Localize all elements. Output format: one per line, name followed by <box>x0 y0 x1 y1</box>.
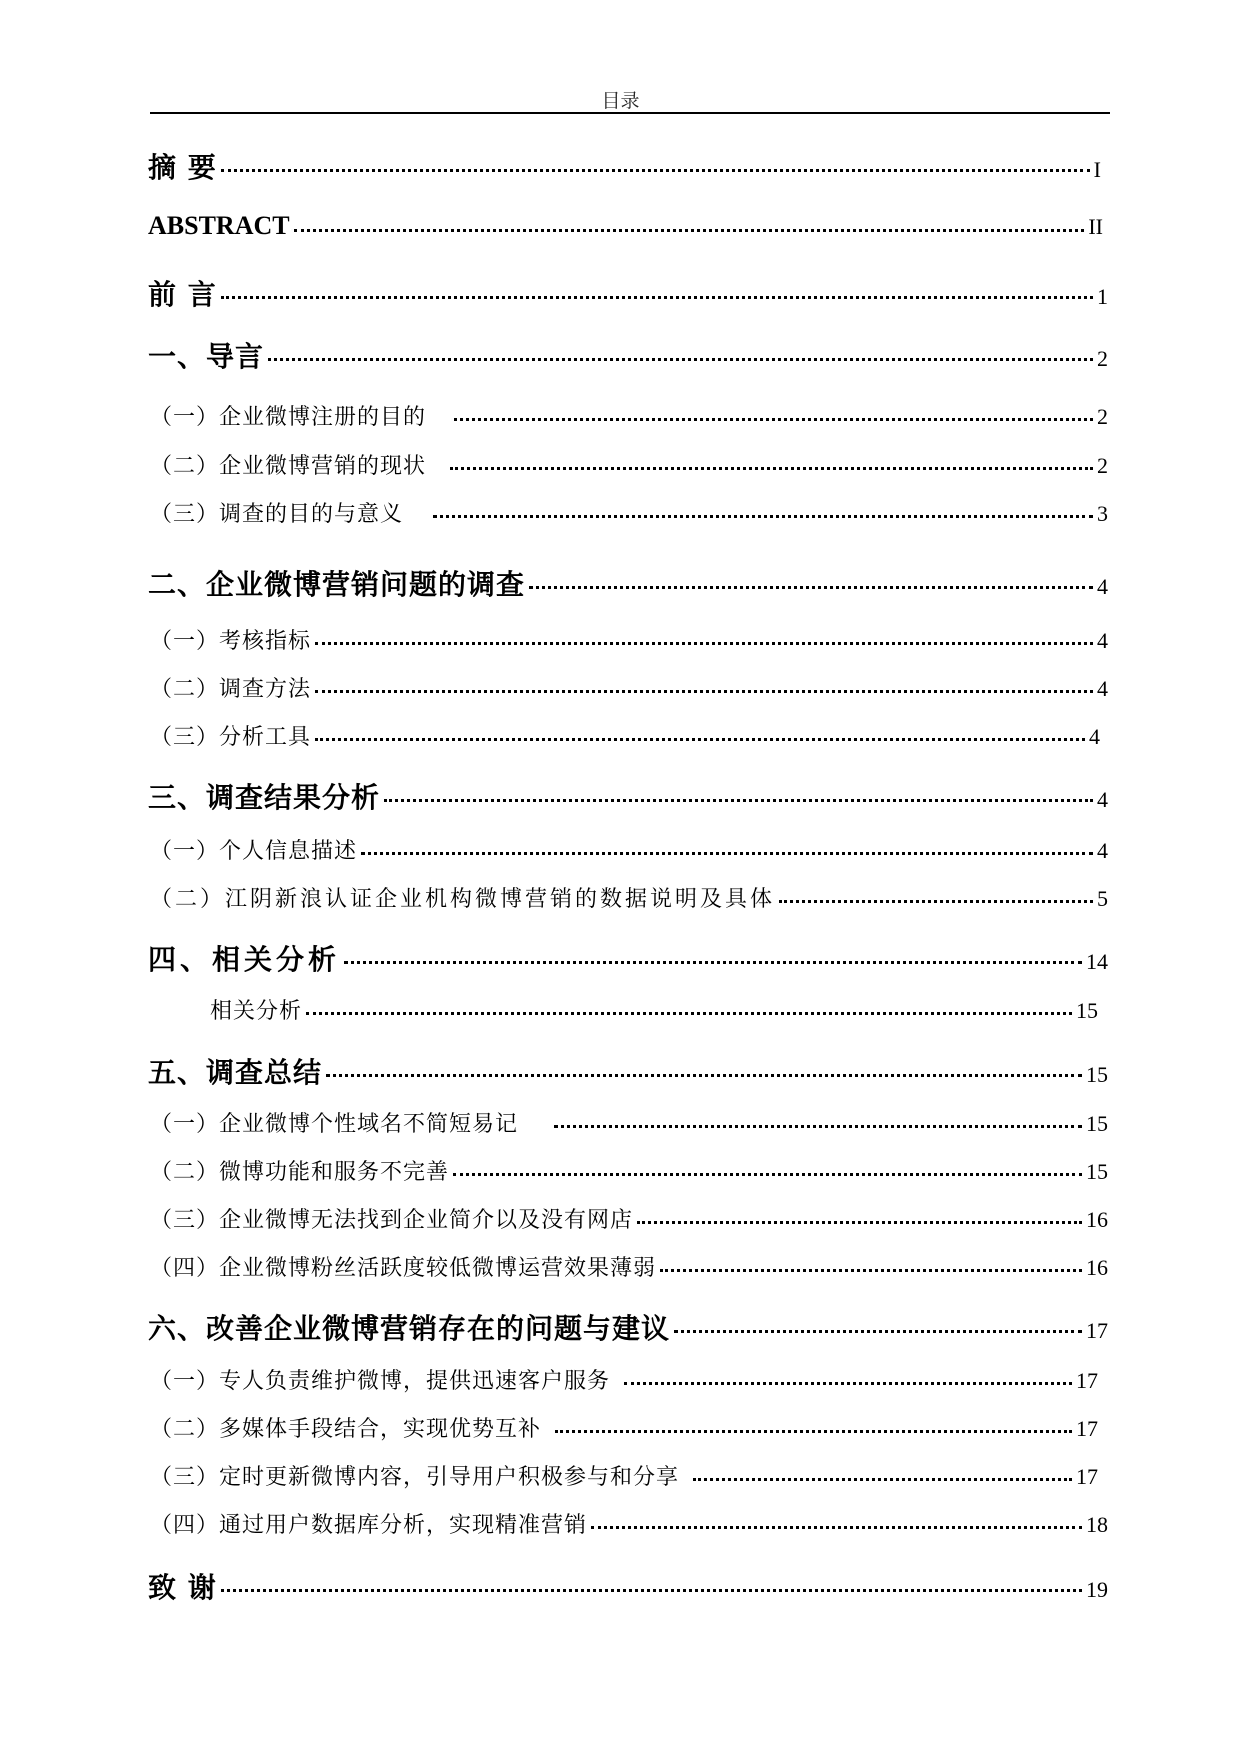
toc-entry-label: （二）企业微博营销的现状 <box>150 454 427 479</box>
toc-entry[interactable] <box>0 1155 1108 1186</box>
toc-entry-label: 摘 要 <box>148 151 217 184</box>
toc-entry-page: 17 <box>1076 1416 1098 1441</box>
toc-entry[interactable] <box>0 146 1101 186</box>
toc-entry-page: 2 <box>1097 346 1108 371</box>
toc-entry-label: ABSTRACT <box>148 211 290 240</box>
toc-entry-page: 4 <box>1097 628 1108 653</box>
toc-entry[interactable] <box>0 994 1098 1025</box>
toc-entry-page: 4 <box>1089 724 1100 749</box>
toc-entry[interactable] <box>0 1203 1108 1234</box>
toc-leader-dots <box>221 1589 1082 1592</box>
toc-leader-dots <box>555 1430 1072 1433</box>
toc-entry-label: 二、企业微博营销问题的调查 <box>148 568 526 601</box>
toc-entry-label: 一、导言 <box>148 340 265 373</box>
toc-entry[interactable] <box>0 1051 1108 1091</box>
toc-leader-dots <box>591 1526 1082 1529</box>
toc-entry-label: （一）企业微博注册的目的 <box>150 405 427 430</box>
toc-entry-label: 相关分析 <box>210 999 303 1024</box>
toc-entry-label: （三）调查的目的与意义 <box>150 502 404 527</box>
toc-entry-page: 14 <box>1086 949 1108 974</box>
toc-entry-label: （二）微博功能和服务不完善 <box>150 1160 450 1185</box>
toc-entry-page: 15 <box>1076 998 1098 1023</box>
toc-leader-dots <box>221 169 1090 172</box>
toc-entry-label: （二）多媒体手段结合，实现优势互补 <box>150 1417 542 1442</box>
toc-entry-page: 4 <box>1097 676 1108 701</box>
toc-entry[interactable] <box>0 1566 1108 1606</box>
toc-leader-dots <box>315 738 1085 741</box>
toc-entry-label: 四、相关分析 <box>148 943 341 976</box>
toc-entry-page: 17 <box>1076 1368 1098 1393</box>
toc-leader-dots <box>344 961 1082 964</box>
toc-leader-dots <box>315 642 1093 645</box>
toc-entry-label: （一）企业微博个性域名不简短易记 <box>150 1112 519 1137</box>
toc-entry[interactable] <box>0 776 1108 816</box>
toc-entry-page: 4 <box>1097 787 1108 812</box>
toc-entry-label: 五、调查总结 <box>148 1056 323 1089</box>
toc-leader-dots <box>268 358 1093 361</box>
toc-leader-dots <box>221 296 1093 299</box>
toc-entry[interactable] <box>0 1508 1108 1539</box>
toc-entry-page: 15 <box>1086 1159 1108 1184</box>
toc-leader-dots <box>433 515 1093 518</box>
toc-entry-label: （一）考核指标 <box>150 629 312 654</box>
toc-leader-dots <box>554 1125 1082 1128</box>
toc-entry-page: 2 <box>1097 404 1108 429</box>
toc-entry-page: 15 <box>1086 1062 1108 1087</box>
toc-leader-dots <box>660 1269 1082 1272</box>
toc-entry[interactable] <box>0 1107 1108 1138</box>
toc-entry[interactable] <box>0 563 1108 603</box>
toc-leader-dots <box>529 586 1093 589</box>
toc-entry-label: 前 言 <box>148 278 217 311</box>
toc-entry[interactable] <box>0 211 1103 241</box>
toc-leader-dots <box>361 852 1093 855</box>
toc-entry-page: 16 <box>1086 1255 1108 1280</box>
toc-entry-page: 4 <box>1097 838 1108 863</box>
toc-entry[interactable] <box>0 1251 1108 1282</box>
toc-entry-page: 17 <box>1086 1318 1108 1343</box>
toc-entry[interactable] <box>0 273 1108 313</box>
toc-entry-page: 17 <box>1076 1464 1098 1489</box>
toc-leader-dots <box>693 1478 1072 1481</box>
toc-entry[interactable] <box>0 335 1108 375</box>
toc-entry[interactable] <box>0 720 1100 751</box>
toc-entry-label: 六、改善企业微博营销存在的问题与建议 <box>148 1312 671 1345</box>
toc-entry-label: （四）企业微博粉丝活跃度较低微博运营效果薄弱 <box>150 1256 657 1281</box>
toc-entry-page: 2 <box>1097 453 1108 478</box>
toc-leader-dots <box>779 900 1093 903</box>
toc-leader-dots <box>453 1173 1082 1176</box>
toc-entry-label: （三）企业微博无法找到企业简介以及没有网店 <box>150 1208 634 1233</box>
toc-entry-label: （一）专人负责维护微博，提供迅速客户服务 <box>150 1369 611 1394</box>
toc-leader-dots <box>315 690 1093 693</box>
toc-leader-dots <box>294 229 1085 232</box>
toc-leader-dots <box>674 1330 1082 1333</box>
toc-entry[interactable] <box>0 1307 1108 1347</box>
toc-entry-page: II <box>1088 214 1103 239</box>
toc-leader-dots <box>384 799 1093 802</box>
toc-leader-dots <box>454 418 1093 421</box>
toc-entry[interactable] <box>0 938 1108 978</box>
toc-entry-page: 18 <box>1086 1512 1108 1537</box>
toc-leader-dots <box>637 1221 1082 1224</box>
toc-entry[interactable] <box>0 834 1108 865</box>
toc-entry[interactable] <box>0 1412 1098 1443</box>
toc-entry[interactable] <box>0 449 1108 480</box>
toc-entry[interactable] <box>0 400 1108 431</box>
toc-entry-label: （二）调查方法 <box>150 677 312 702</box>
toc-entry-page: I <box>1093 157 1101 182</box>
toc-entry[interactable] <box>0 882 1108 913</box>
toc-entry-label: 三、调查结果分析 <box>148 781 381 814</box>
toc-entry-page: 15 <box>1086 1111 1108 1136</box>
toc-entry-label: 致 谢 <box>148 1571 217 1604</box>
toc-leader-dots <box>326 1074 1082 1077</box>
toc-entry[interactable] <box>0 1364 1098 1395</box>
toc-entry-page: 1 <box>1097 284 1108 309</box>
toc-entry-label: （四）通过用户数据库分析，实现精准营销 <box>150 1513 588 1538</box>
page-header-title: 目录 <box>601 90 640 112</box>
toc-entry-label: （三）定时更新微博内容，引导用户积极参与和分享 <box>150 1465 680 1490</box>
toc-entry[interactable] <box>0 624 1108 655</box>
toc-entry-page: 4 <box>1097 574 1108 599</box>
toc-entry-label: （二）江阴新浪认证企业机构微博营销的数据说明及具体 <box>150 887 776 912</box>
toc-entry-page: 3 <box>1097 501 1108 526</box>
toc-leader-dots <box>306 1012 1072 1015</box>
toc-entry-label: （三）分析工具 <box>150 725 312 750</box>
toc-entry-page: 5 <box>1097 886 1108 911</box>
toc-entry-page: 16 <box>1086 1207 1108 1232</box>
toc-leader-dots <box>450 467 1093 470</box>
toc-entry[interactable] <box>0 1460 1098 1491</box>
toc-entry[interactable] <box>0 672 1108 703</box>
toc-entry-page: 19 <box>1086 1577 1108 1602</box>
toc-entry[interactable] <box>0 497 1108 528</box>
toc-entry-label: （一）个人信息描述 <box>150 839 358 864</box>
toc-leader-dots <box>624 1382 1072 1385</box>
